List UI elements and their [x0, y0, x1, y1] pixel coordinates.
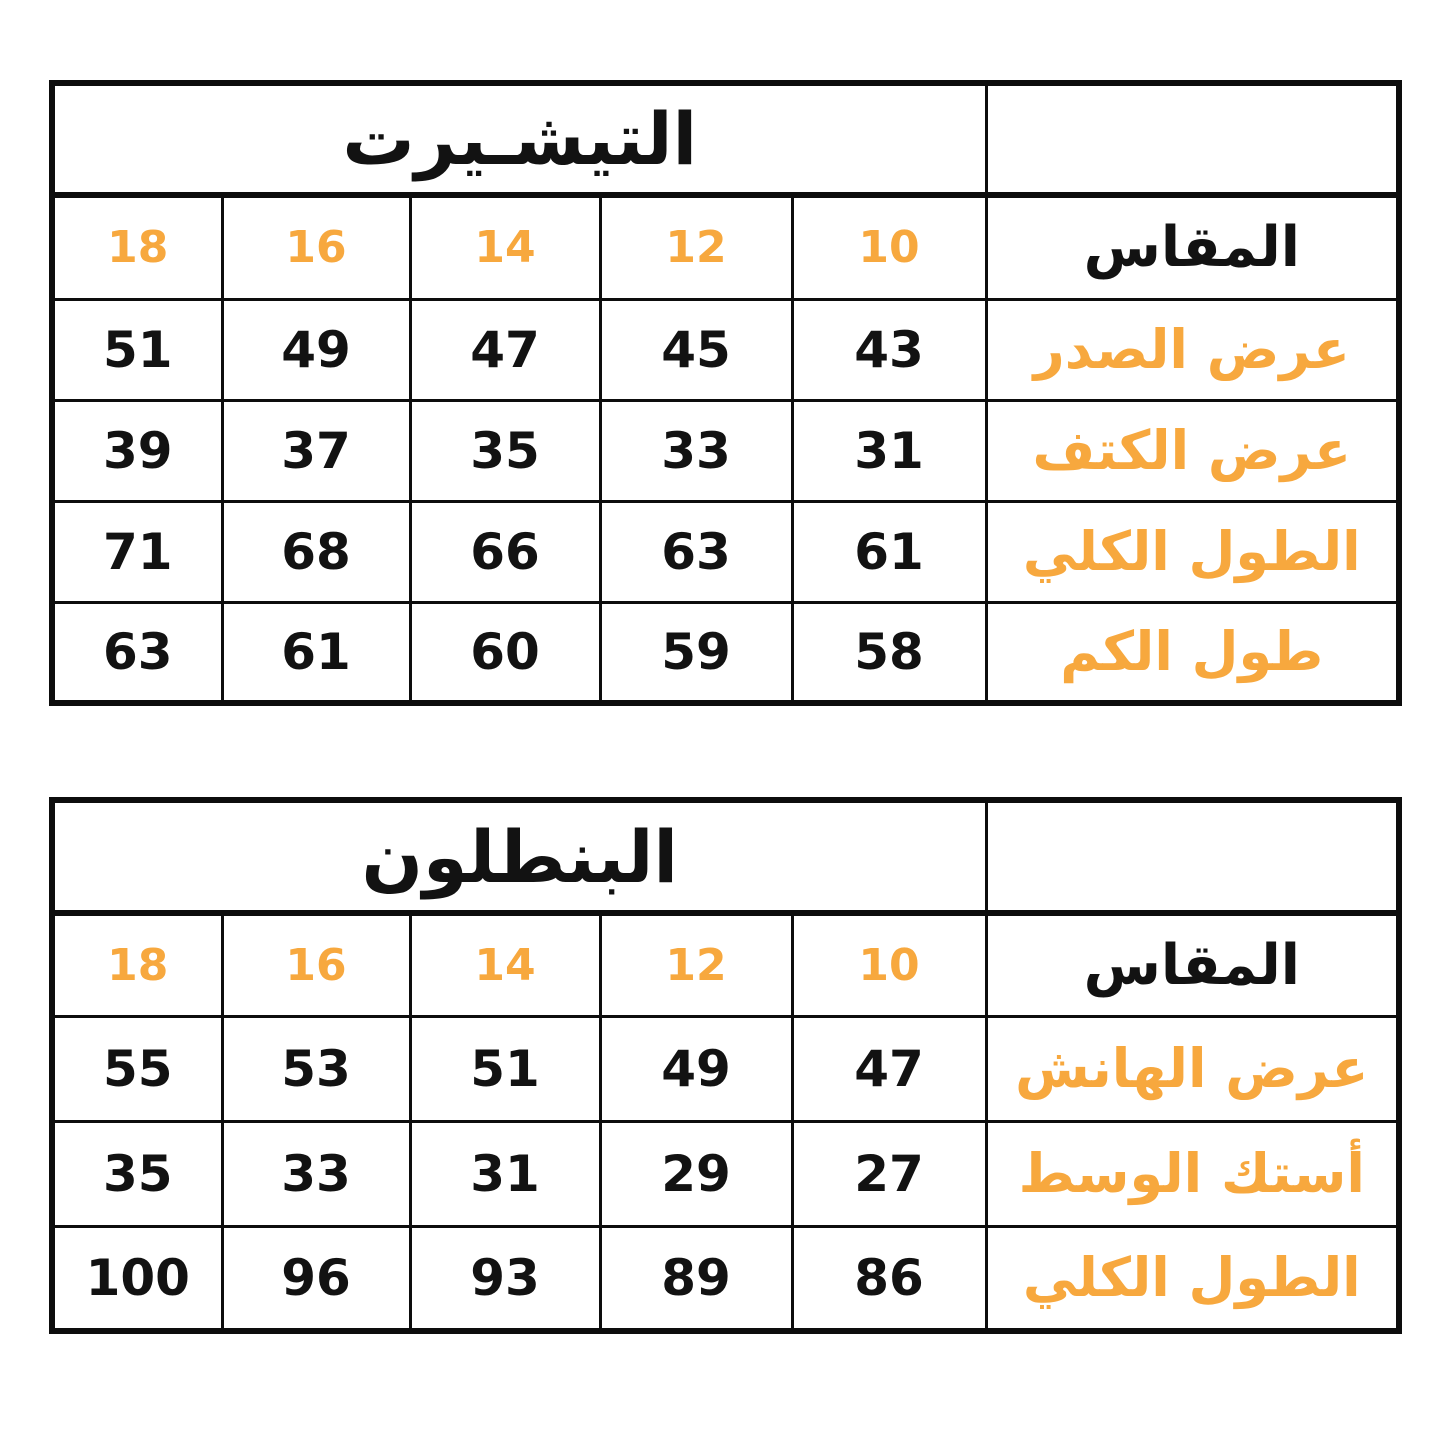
value-cell: 61: [222, 602, 410, 703]
value-cell: 61: [792, 501, 986, 602]
value-cell: 58: [792, 602, 986, 703]
value-cell: 47: [792, 1016, 986, 1121]
value-cell: 39: [52, 400, 222, 501]
value-cell: 43: [792, 299, 986, 400]
value-cell: 53: [222, 1016, 410, 1121]
pants-measure-header-cell: المقاس: [986, 913, 1399, 1016]
value-cell: 93: [410, 1226, 600, 1331]
tshirt-size-header-18: 18: [52, 195, 222, 299]
tshirt-shoulder-width-row: [52, 400, 1399, 501]
tshirt-corner-empty-cell: [986, 83, 1399, 195]
value-cell: 63: [600, 501, 792, 602]
tshirt-chest-width-row: [52, 299, 1399, 400]
row-label-cell: أستك الوسط: [986, 1121, 1399, 1226]
pants-size-table: [49, 797, 1402, 1334]
pants-size-header-row: [52, 913, 1399, 1016]
tshirt-size-header-12: 12: [600, 195, 792, 299]
pants-title-row: [52, 800, 1399, 913]
value-cell: 37: [222, 400, 410, 501]
value-cell: 71: [52, 501, 222, 602]
tshirt-size-header-10: 10: [792, 195, 986, 299]
pants-size-header-12: 12: [600, 913, 792, 1016]
value-cell: 27: [792, 1121, 986, 1226]
value-cell: 86: [792, 1226, 986, 1331]
tshirt-total-length-row: [52, 501, 1399, 602]
tshirt-size-header-16: 16: [222, 195, 410, 299]
tshirt-size-header-14: 14: [410, 195, 600, 299]
value-cell: 31: [410, 1121, 600, 1226]
row-label-cell: الطول الكلي: [986, 501, 1399, 602]
tshirt-title-row: [52, 83, 1399, 195]
row-label-cell: الطول الكلي: [986, 1226, 1399, 1331]
pants-size-header-14: 14: [410, 913, 600, 1016]
tshirt-measure-header-cell: المقاس: [986, 195, 1399, 299]
row-label-cell: عرض الهانش: [986, 1016, 1399, 1121]
pants-waist-elastic-row: [52, 1121, 1399, 1226]
pants-total-length-row: [52, 1226, 1399, 1331]
value-cell: 31: [792, 400, 986, 501]
value-cell: 59: [600, 602, 792, 703]
pants-size-header-10: 10: [792, 913, 986, 1016]
value-cell: 96: [222, 1226, 410, 1331]
value-cell: 51: [410, 1016, 600, 1121]
value-cell: 35: [410, 400, 600, 501]
tshirt-size-table: [49, 80, 1402, 706]
value-cell: 45: [600, 299, 792, 400]
pants-size-header-16: 16: [222, 913, 410, 1016]
value-cell: 29: [600, 1121, 792, 1226]
pants-size-header-18: 18: [52, 913, 222, 1016]
value-cell: 68: [222, 501, 410, 602]
value-cell: 47: [410, 299, 600, 400]
tshirt-table-title: التيشـيرت: [52, 83, 986, 195]
value-cell: 63: [52, 602, 222, 703]
tshirt-sleeve-length-row: [52, 602, 1399, 703]
pants-hip-width-row: [52, 1016, 1399, 1121]
value-cell: 35: [52, 1121, 222, 1226]
value-cell: 60: [410, 602, 600, 703]
value-cell: 51: [52, 299, 222, 400]
value-cell: 49: [222, 299, 410, 400]
pants-table-title: البنطلون: [52, 800, 986, 913]
pants-corner-empty-cell: [986, 800, 1399, 913]
value-cell: 89: [600, 1226, 792, 1331]
row-label-cell: طول الكم: [986, 602, 1399, 703]
value-cell: 55: [52, 1016, 222, 1121]
row-label-cell: عرض الصدر: [986, 299, 1399, 400]
value-cell: 33: [222, 1121, 410, 1226]
value-cell: 66: [410, 501, 600, 602]
value-cell: 49: [600, 1016, 792, 1121]
value-cell: 33: [600, 400, 792, 501]
tshirt-size-header-row: [52, 195, 1399, 299]
value-cell: 100: [52, 1226, 222, 1331]
row-label-cell: عرض الكتف: [986, 400, 1399, 501]
